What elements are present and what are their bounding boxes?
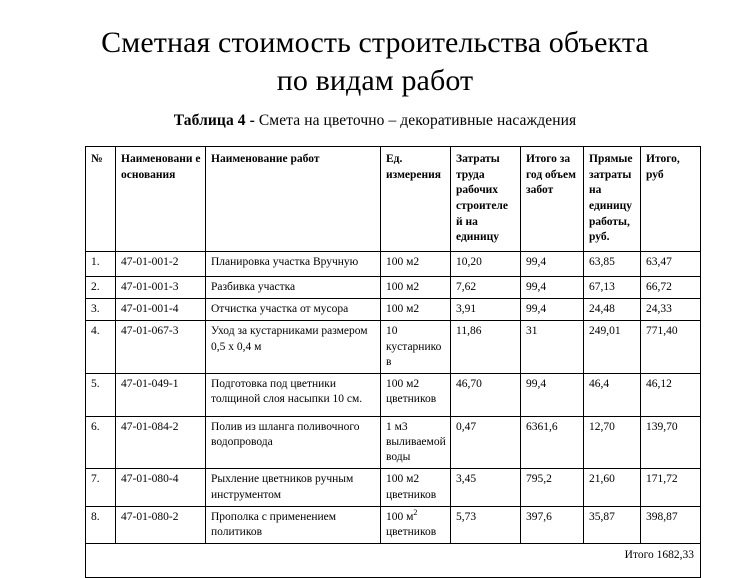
cell-number: 5.	[86, 373, 116, 416]
cell-year-total: 397,6	[521, 506, 584, 543]
cell-work: Прополка с применением политиков	[206, 506, 381, 543]
title-block	[0, 0, 750, 131]
cell-basis: 47-01-080-2	[116, 506, 206, 543]
cell-direct: 12,70	[584, 416, 641, 469]
cell-unit: 1 м3 выливаемой воды	[381, 416, 451, 469]
table-header	[86, 147, 701, 252]
column-header-labor-costs: Затраты труда рабочих строителе й на единицу	[451, 147, 521, 252]
cell-basis: 47-01-080-4	[116, 469, 206, 506]
cell-total: 66,72	[641, 277, 701, 299]
column-header-number: №	[86, 147, 116, 252]
table-caption-label: Таблица 4 -	[173, 112, 255, 130]
column-header-direct-costs: Прямые затраты на единицу работы, руб.	[584, 147, 641, 252]
cell-direct: 46,4	[584, 373, 641, 416]
cell-number: 3.	[86, 299, 116, 321]
cell-work: Подготовка под цветники толщиной слоя насыпки 10 см.	[206, 373, 381, 416]
table-row	[86, 299, 701, 321]
table-row	[86, 506, 701, 543]
cell-total: 46,12	[641, 373, 701, 416]
cell-unit: 100 м2	[381, 252, 451, 277]
cell-work: Уход за кустарниками размером 0,5 х 0,4 м	[206, 321, 381, 374]
cell-total: 63,47	[641, 252, 701, 277]
column-header-total: Итого, руб	[641, 147, 701, 252]
table-body	[86, 252, 701, 544]
cell-work: Полив из шланга поливочного водопровода	[206, 416, 381, 469]
column-header-work-name: Наименование работ	[206, 147, 381, 252]
cell-labor: 3,91	[451, 299, 521, 321]
cell-labor: 11,86	[451, 321, 521, 374]
cell-total: 771,40	[641, 321, 701, 374]
cell-direct: 249,01	[584, 321, 641, 374]
cell-labor: 3,45	[451, 469, 521, 506]
cell-unit: 100 м2	[381, 277, 451, 299]
cell-labor: 46,70	[451, 373, 521, 416]
cell-number: 4.	[86, 321, 116, 374]
cell-total: 398,87	[641, 506, 701, 543]
cell-unit: 100 м2 цветников	[381, 373, 451, 416]
cell-year-total: 99,4	[521, 373, 584, 416]
table-caption-text: Смета на цветочно – декоративные насаждения	[254, 112, 577, 130]
cell-basis: 47-01-067-3	[116, 321, 206, 374]
cell-labor: 5,73	[451, 506, 521, 543]
grand-total-value: Итого 1682,33	[86, 544, 701, 578]
cell-work: Рыхление цветников ручным инструментом	[206, 469, 381, 506]
cell-work: Разбивка участка	[206, 277, 381, 299]
table-row	[86, 321, 701, 374]
table-row	[86, 469, 701, 506]
column-header-year-total: Итого за год объем забот	[521, 147, 584, 252]
cell-number: 6.	[86, 416, 116, 469]
unit-prefix: 100 м	[386, 510, 414, 523]
cell-total: 171,72	[641, 469, 701, 506]
cell-basis: 47-01-001-4	[116, 299, 206, 321]
cell-number: 8.	[86, 506, 116, 543]
cell-direct: 67,13	[584, 277, 641, 299]
column-header-unit: Ед. измерения	[381, 147, 451, 252]
cell-number: 7.	[86, 469, 116, 506]
unit-suffix: цветников	[386, 525, 437, 538]
cell-work: Отчистка участка от мусора	[206, 299, 381, 321]
cell-direct: 21,60	[584, 469, 641, 506]
cell-year-total: 99,4	[521, 299, 584, 321]
cell-unit-superscript	[381, 506, 451, 543]
table-footer	[86, 544, 701, 578]
cell-work: Планировка участка Вручную	[206, 252, 381, 277]
column-header-basis: Наименовани е основания	[116, 147, 206, 252]
estimate-table	[85, 146, 701, 578]
cell-total: 24,33	[641, 299, 701, 321]
cell-unit: 100 м2	[381, 299, 451, 321]
cell-year-total: 6361,6	[521, 416, 584, 469]
cell-year-total: 31	[521, 321, 584, 374]
cell-labor: 7,62	[451, 277, 521, 299]
cell-basis: 47-01-049-1	[116, 373, 206, 416]
table-row	[86, 277, 701, 299]
table-row	[86, 416, 701, 469]
cell-unit: 10 кустарников	[381, 321, 451, 374]
cell-basis: 47-01-084-2	[116, 416, 206, 469]
header-row	[86, 147, 701, 252]
table-caption	[0, 112, 750, 131]
grand-total-row	[86, 544, 701, 578]
cell-direct: 24,48	[584, 299, 641, 321]
cell-direct: 35,87	[584, 506, 641, 543]
cell-year-total: 99,4	[521, 252, 584, 277]
estimate-table-container	[85, 146, 700, 578]
cell-direct: 63,85	[584, 252, 641, 277]
table-row	[86, 252, 701, 277]
cell-year-total: 795,2	[521, 469, 584, 506]
table-row	[86, 373, 701, 416]
cell-labor: 0,47	[451, 416, 521, 469]
cell-basis: 47-01-001-2	[116, 252, 206, 277]
cell-labor: 10,20	[451, 252, 521, 277]
unit-exponent: 2	[413, 507, 418, 517]
page-title: Сметная стоимость строительства объекта по видам работ	[101, 26, 649, 98]
cell-number: 1.	[86, 252, 116, 277]
cell-basis: 47-01-001-3	[116, 277, 206, 299]
cell-number: 2.	[86, 277, 116, 299]
cell-unit: 100 м2 цветников	[381, 469, 451, 506]
cell-year-total: 99,4	[521, 277, 584, 299]
cell-total: 139,70	[641, 416, 701, 469]
